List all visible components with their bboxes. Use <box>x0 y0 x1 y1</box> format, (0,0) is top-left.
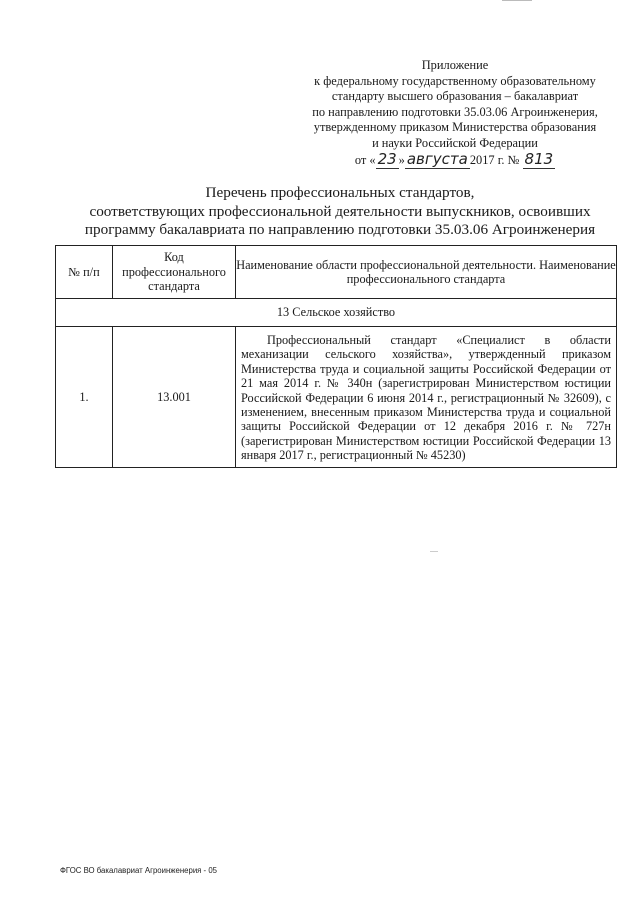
date-day-handwritten: 23 <box>377 149 397 168</box>
title-line: Перечень профессиональных стандартов, <box>205 184 475 201</box>
date-year: 2017 г. № <box>469 152 520 167</box>
scan-artifact <box>430 551 438 552</box>
header-code: Код профессионального стандарта <box>113 246 236 299</box>
appendix-date-line <box>290 149 620 169</box>
appendix-line: к федеральному государственному образовательному <box>314 73 596 88</box>
page-footer: ФГОС ВО бакалавриат Агроинженерия - 05 <box>60 866 217 875</box>
date-month-handwritten: августа <box>406 149 468 168</box>
document-title <box>60 184 620 240</box>
appendix-line: по направлению подготовки 35.03.06 Агроинженерия, <box>312 104 598 119</box>
row-num: 1. <box>56 327 113 468</box>
header-name: Наименование области профессиональной деятельности. Наименование профессионального стандарта <box>236 246 617 299</box>
appendix-line: утвержденному приказом Министерства образования <box>313 120 597 135</box>
order-number-handwritten: 813 <box>524 149 554 168</box>
row-text: Профессиональный стандарт «Специалист в области механизации сельского хозяйства», утвержденный приказом Министерства труда и социальной защиты Российской Федерации от 21 мая 2014 г. № 340н (зарегистрирован Министерством юстиции Российской Федерации 6 июня 2014 г., регистрационный № 32609), с изменением, внесенным приказом Министерства труда и социальной защиты Российской Федерации от 12 декабря 2016 г. № 727н (зарегистрирован Министерством юстиции Российской Федерации 13 января 2017 г., регистрационный № 45230) <box>236 327 617 468</box>
header-num: № п/п <box>56 246 113 299</box>
scan-artifact <box>502 0 532 1</box>
section-title: 13 Сельское хозяйство <box>56 299 617 327</box>
date-separator: » <box>398 152 405 167</box>
table-header-row <box>56 246 617 299</box>
appendix-line: и науки Российской Федерации <box>372 135 538 150</box>
appendix-line: Приложение <box>421 58 489 72</box>
section-row <box>56 299 617 327</box>
title-line: программу бакалавриата по направлению подготовки 35.03.06 Агроинженерия <box>84 221 596 238</box>
title-line: соответствующих профессиональной деятельности выпускников, освоивших <box>89 202 591 220</box>
standards-table <box>55 245 617 468</box>
appendix-block <box>290 58 620 168</box>
row-code: 13.001 <box>113 327 236 468</box>
appendix-line: стандарту высшего образования – бакалавриат <box>331 89 579 104</box>
table-row <box>56 327 617 468</box>
date-prefix: от « <box>354 152 376 167</box>
